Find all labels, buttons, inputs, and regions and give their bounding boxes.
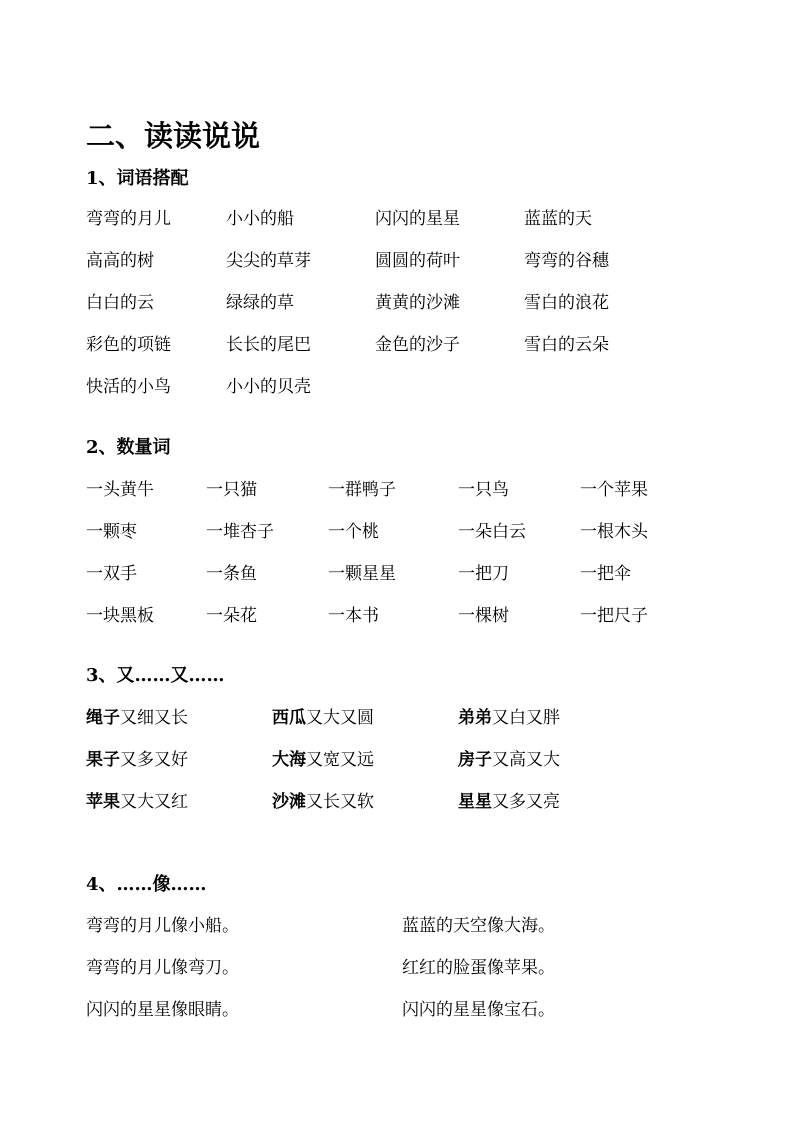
measure-word: 一块黑板 [86, 606, 154, 626]
word-pair: 彩色的项链 [86, 335, 171, 355]
word-pair: 白白的云 [86, 293, 154, 313]
word-pair: 弯弯的月儿 [86, 209, 171, 229]
measure-word: 一只猫 [206, 480, 257, 500]
section-1-heading: 1、词语搭配 [86, 168, 189, 189]
phrase: 星星又多又亮 [458, 792, 560, 812]
phrase: 绳子又细又长 [86, 708, 188, 728]
word-pair: 圆圆的荷叶 [375, 251, 460, 271]
simile-sentence: 蓝蓝的天空像大海。 [402, 916, 555, 936]
word-pair: 金色的沙子 [375, 335, 460, 355]
simile-sentence: 弯弯的月儿像小船。 [86, 916, 239, 936]
measure-word: 一把尺子 [580, 606, 648, 626]
section-3-heading: 3、又……又…… [86, 665, 225, 686]
phrase: 弟弟又白又胖 [458, 708, 560, 728]
measure-word: 一根木头 [580, 522, 648, 542]
phrase: 房子又高又大 [458, 750, 560, 770]
section-2-heading: 2、数量词 [86, 437, 171, 458]
measure-word: 一双手 [86, 564, 137, 584]
measure-word: 一只鸟 [458, 480, 509, 500]
word-pair: 雪白的云朵 [524, 335, 609, 355]
section-4-heading: 4、……像…… [86, 874, 207, 895]
word-pair: 闪闪的星星 [375, 209, 460, 229]
word-pair: 小小的船 [226, 209, 294, 229]
page-title: 二、读读说说 [86, 119, 261, 153]
simile-sentence: 闪闪的星星像眼睛。 [86, 1000, 239, 1020]
word-pair: 长长的尾巴 [226, 335, 311, 355]
word-pair: 蓝蓝的天 [524, 209, 592, 229]
word-pair: 弯弯的谷穗 [524, 251, 609, 271]
word-pair: 绿绿的草 [226, 293, 294, 313]
word-pair: 快活的小鸟 [86, 377, 171, 397]
simile-sentence: 弯弯的月儿像弯刀。 [86, 958, 239, 978]
measure-word: 一颗星星 [328, 564, 396, 584]
measure-word: 一本书 [328, 606, 379, 626]
measure-word: 一个苹果 [580, 480, 648, 500]
measure-word: 一个桃 [328, 522, 379, 542]
phrase: 沙滩又长又软 [272, 792, 374, 812]
word-pair: 尖尖的草芽 [226, 251, 311, 271]
measure-word: 一头黄牛 [86, 480, 154, 500]
measure-word: 一棵树 [458, 606, 509, 626]
simile-sentence: 红红的脸蛋像苹果。 [402, 958, 555, 978]
measure-word: 一把刀 [458, 564, 509, 584]
measure-word: 一颗枣 [86, 522, 137, 542]
measure-word: 一条鱼 [206, 564, 257, 584]
phrase: 果子又多又好 [86, 750, 188, 770]
measure-word: 一群鸭子 [328, 480, 396, 500]
measure-word: 一把伞 [580, 564, 631, 584]
phrase: 西瓜又大又圆 [272, 708, 374, 728]
word-pair: 黄黄的沙滩 [375, 293, 460, 313]
word-pair: 小小的贝壳 [226, 377, 311, 397]
phrase: 大海又宽又远 [272, 750, 374, 770]
phrase: 苹果又大又红 [86, 792, 188, 812]
measure-word: 一堆杏子 [206, 522, 274, 542]
word-pair: 雪白的浪花 [524, 293, 609, 313]
simile-sentence: 闪闪的星星像宝石。 [402, 1000, 555, 1020]
measure-word: 一朵白云 [458, 522, 526, 542]
measure-word: 一朵花 [206, 606, 257, 626]
word-pair: 高高的树 [86, 251, 154, 271]
